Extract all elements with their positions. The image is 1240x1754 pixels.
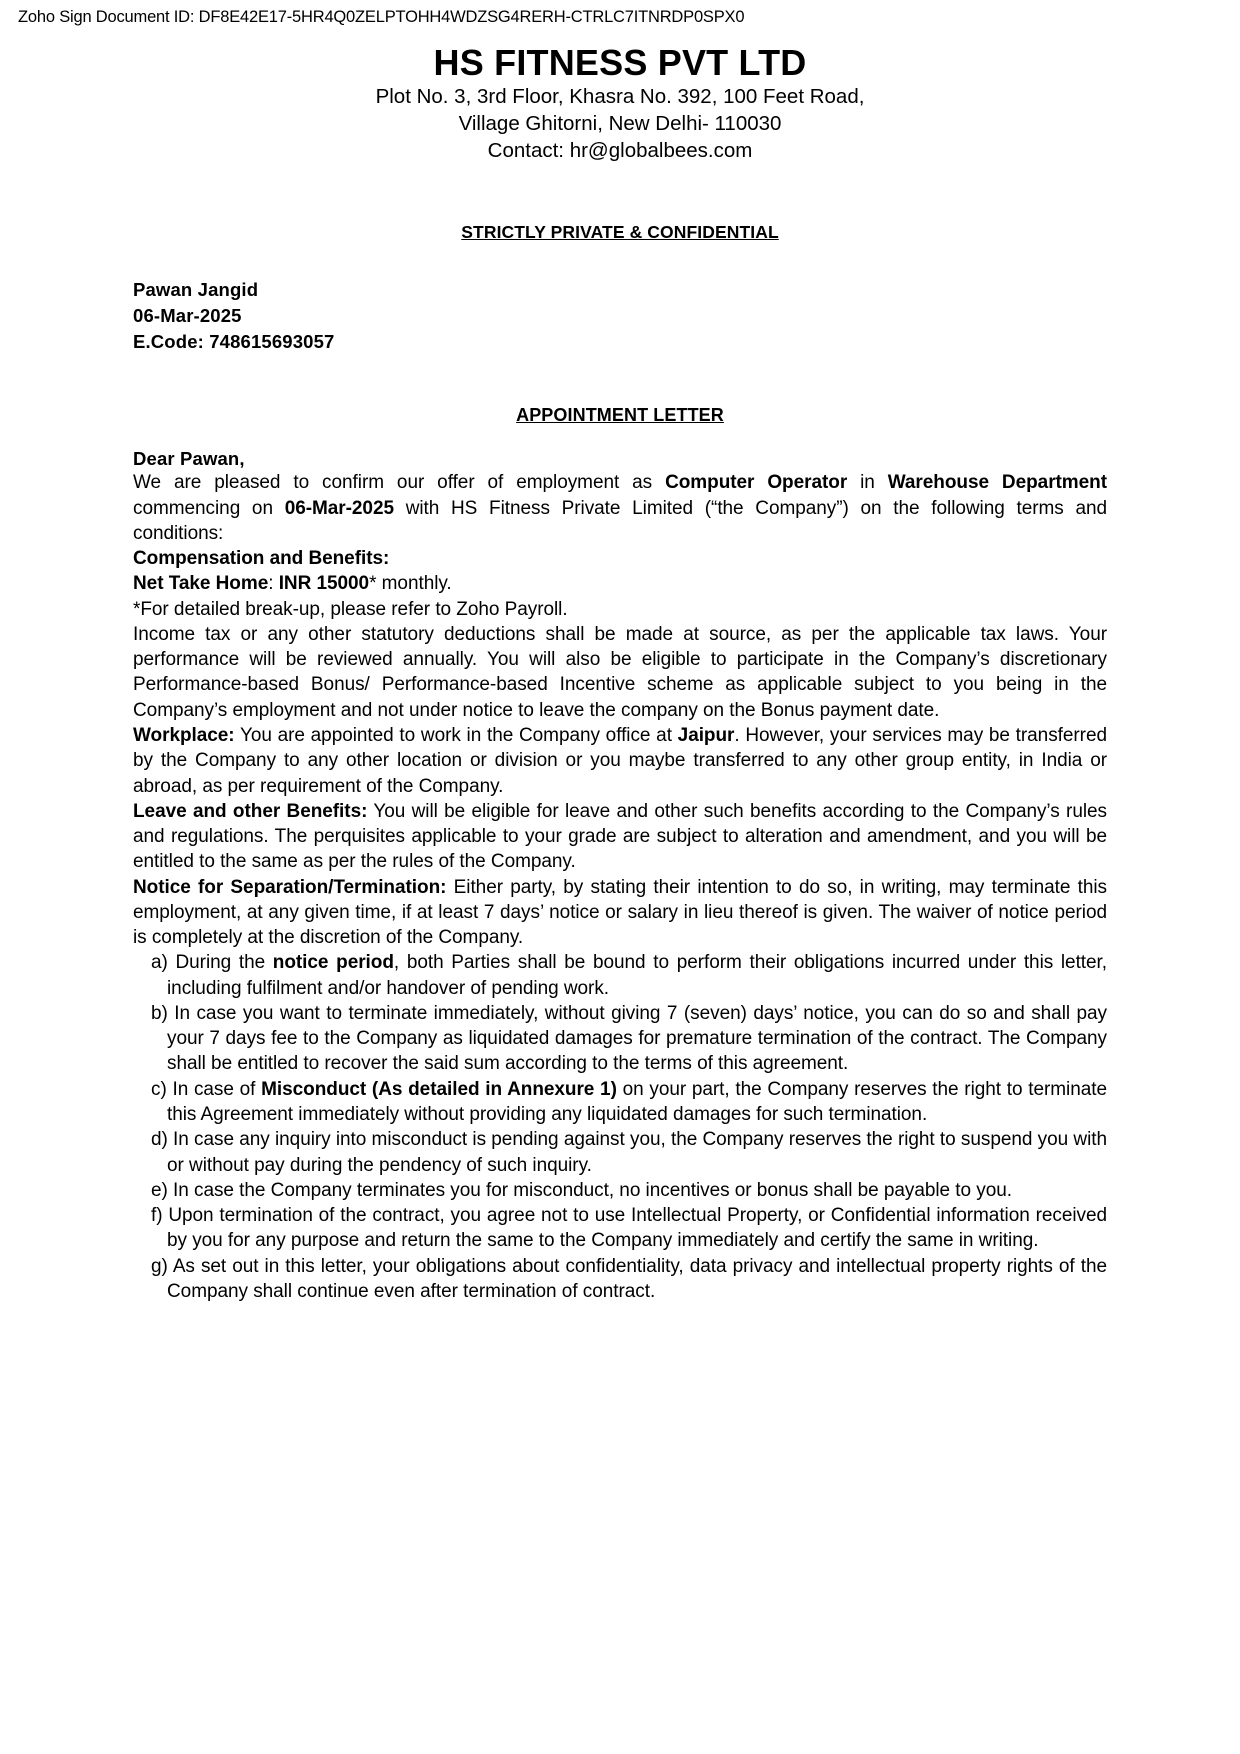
workplace-text-2: . However, your services may be transferred by the Company to any other location or division or you maybe transferred to any other group entity, in India or abroad, as per requirement of the Company. [133, 724, 1107, 797]
clause-bold: notice period [272, 952, 394, 974]
recipient-block [133, 277, 1107, 356]
clause-text-before: In case any inquiry into misconduct is pending against you, the Company reserves the right to suspend you with or without pay during the pendency of such inquiry. [167, 1129, 1107, 1176]
clause-marker: a) [151, 952, 168, 974]
leave-text: You will be eligible for leave and other such benefits according to the Company’s rules and regulations. The perquisites applicable to your grade are subject to alteration and amendment, and you will be entitled to the same as per the rules of the Company. [133, 800, 1107, 873]
zoho-sign-document-id: Zoho Sign Document ID: DF8E42E17-5HR4Q0ZELPTOHH4WDZSG4RERH-CTRLC7ITNRDP0SPX0 [18, 8, 745, 26]
clause-text-before: In case you want to terminate immediately, without giving 7 (seven) days’ notice, you can do so and shall pay your 7 days fee to the Company as liquidated damages for premature termination of the contract. The Company shall be entitled to recover the said sum according to the terms of this agreement. [167, 1002, 1107, 1075]
list-item [133, 1127, 1107, 1178]
termination-clause-list [133, 950, 1107, 1304]
payroll-footnote: *For detailed break-up, please refer to Zoho Payroll. [133, 598, 568, 620]
employee-code: E.Code: 748615693057 [133, 331, 335, 353]
clause-marker: g) [151, 1255, 168, 1277]
compensation-heading [133, 546, 1107, 571]
page-title: APPOINTMENT LETTER [516, 405, 724, 426]
start-date: 06-Mar-2025 [284, 497, 394, 519]
net-take-home-label: Net Take Home [133, 573, 269, 595]
list-item [133, 1001, 1107, 1077]
clause-text-before: Upon termination of the contract, you agree not to use Intellectual Property, or Confidential information received by you for any purpose and return the same to the Company immediately and certify the same in writing. [162, 1205, 1107, 1252]
compensation-heading-label: Compensation and Benefits: [133, 548, 390, 570]
notice-text: Either party, by stating their intention to do so, in writing, may terminate this employment, at any given time, if at least 7 days’ notice or salary in lieu thereof is given. The waiver of notice period is completely at the discretion of the Company. [133, 876, 1107, 949]
clause-text-before: In case the Company terminates you for misconduct, no incentives or bonus shall be payable to you. [167, 1179, 1012, 1201]
clause-text-before: During the [167, 952, 273, 974]
intro-text-1: We are pleased to confirm our offer of employment as [133, 472, 666, 494]
clause-text-before: In case of [166, 1078, 262, 1100]
clause-marker: b) [151, 1002, 168, 1024]
workplace-paragraph [133, 723, 1107, 799]
intro-text-3: commencing on [133, 497, 285, 519]
notice-paragraph [133, 875, 1107, 951]
list-item [133, 1203, 1107, 1254]
designation: Computer Operator [665, 472, 848, 494]
list-item [133, 1178, 1107, 1203]
intro-text-2: in [847, 472, 888, 494]
income-tax-paragraph: Income tax or any other statutory deductions shall be made at source, as per the applicable tax laws. Your performance will be reviewed annually. You will also be eligible to participate in the Company’s discretionary Performance-based Bonus/ Performance-based Incentive scheme as applicable subject to you being in the Company’s employment and not under notice to leave the company on the Bonus payment date. [133, 623, 1107, 721]
letter-date: 06-Mar-2025 [133, 304, 242, 326]
clause-marker: e) [151, 1179, 168, 1201]
clause-text-after: on your part, the Company reserves the right to terminate this Agreement immediately without providing any liquidated damages for such termination. [167, 1078, 1107, 1125]
clause-marker: f) [151, 1205, 163, 1227]
intro-paragraph [133, 470, 1107, 546]
clause-text-after: , both Parties shall be bound to perform their obligations incurred under this letter, including fulfilment and/or handover of pending work. [167, 952, 1108, 999]
net-take-home-separator: : [268, 573, 279, 595]
clause-bold: Misconduct (As detailed in Annexure 1) [261, 1078, 617, 1100]
clause-marker: d) [151, 1129, 168, 1151]
net-take-home-value: INR 15000 [278, 573, 370, 595]
clause-marker: c) [151, 1078, 167, 1100]
leave-heading: Leave and other Benefits: [133, 800, 368, 822]
intro-text-4: with HS Fitness Private Limited (“the Company”) on the following terms and conditions: [133, 497, 1107, 544]
salutation: Dear Pawan, [133, 448, 245, 470]
notice-heading: Notice for Separation/Termination: [133, 876, 447, 898]
company-name: HS FITNESS PVT LTD [433, 42, 807, 83]
list-item [133, 1254, 1107, 1305]
confidential-notice: STRICTLY PRIVATE & CONFIDENTIAL [461, 221, 779, 242]
net-take-home-line [133, 571, 1107, 596]
list-item [133, 1077, 1107, 1128]
company-address-line-2: Village Ghitorni, New Delhi- 110030 [458, 112, 782, 136]
company-address-line-1: Plot No. 3, 3rd Floor, Khasra No. 392, 100 Feet Road, [375, 85, 865, 109]
list-item [133, 950, 1107, 1001]
department: Warehouse Department [887, 472, 1108, 494]
company-contact-email: Contact: hr@globalbees.com [487, 139, 753, 163]
workplace-heading: Workplace: [133, 724, 235, 746]
clause-text-before: As set out in this letter, your obligations about confidentiality, data privacy and intellectual property rights of the Company shall continue even after termination of contract. [167, 1255, 1107, 1302]
workplace-text-1: You are appointed to work in the Company office at [234, 724, 678, 746]
recipient-name: Pawan Jangid [133, 278, 259, 300]
net-take-home-suffix: * monthly. [369, 573, 452, 595]
leave-paragraph [133, 799, 1107, 875]
workplace-location: Jaipur [677, 724, 735, 746]
letter-body [0, 222, 1240, 1305]
